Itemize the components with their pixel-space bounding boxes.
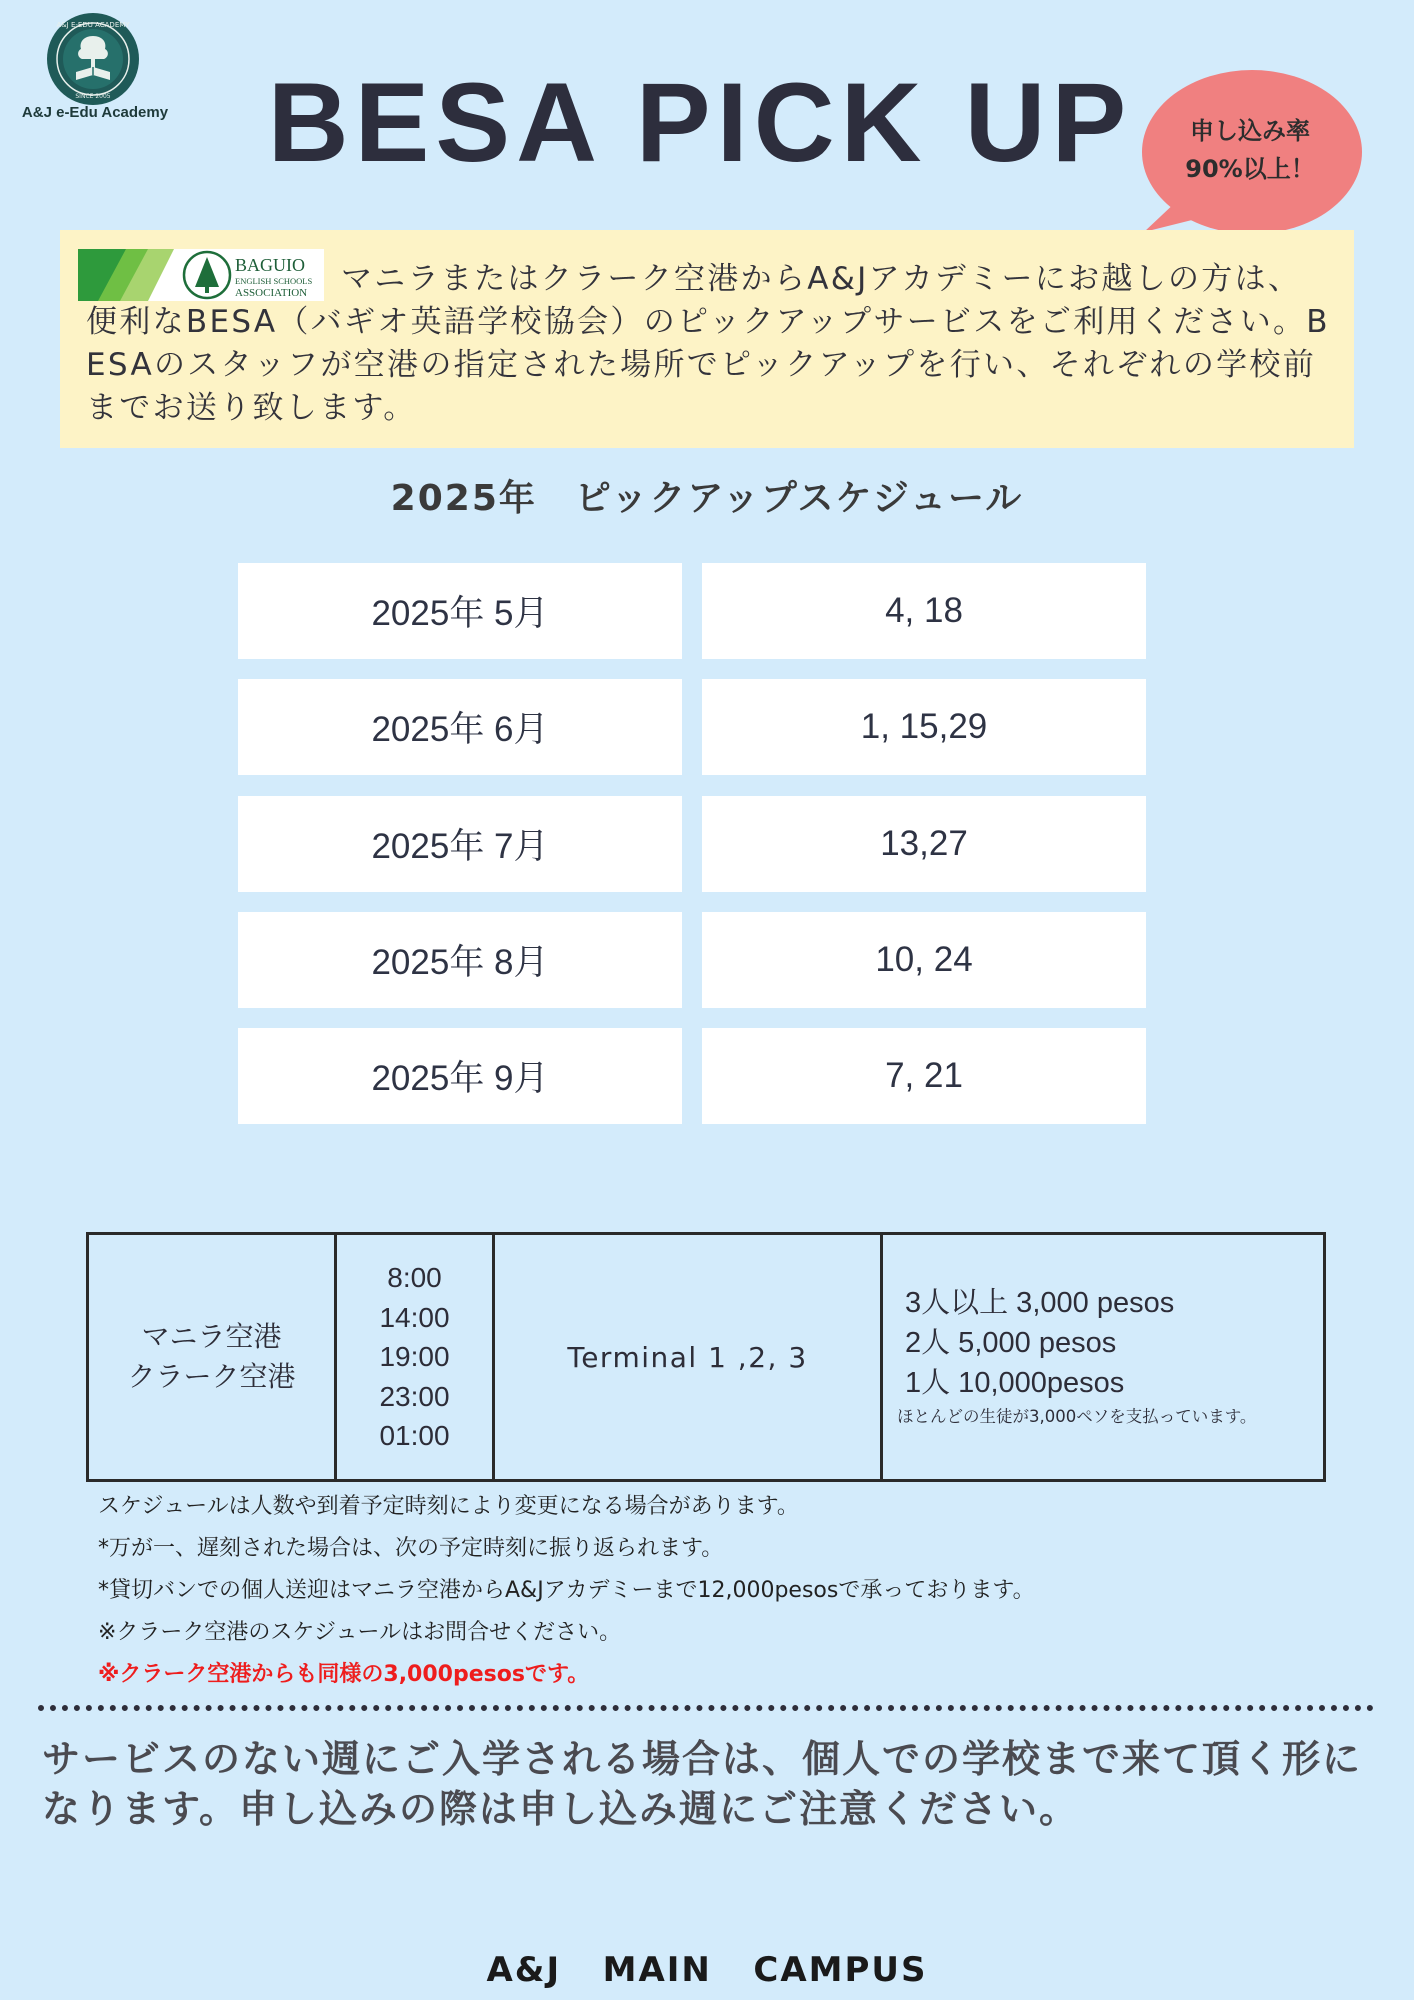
pickup-time: 23:00 <box>379 1380 450 1412</box>
note-item: *万が一、遅刻された場合は、次の予定時刻に振り返られます。 <box>98 1536 724 1561</box>
footer-campus: A&J MAIN CAMPUS <box>486 1950 928 1990</box>
intro-paragraph: マニラまたはクラーク空港からA&Jアカデミーにお越しの方は、便利なBESA（バギオ英語学校協会）のピックアップサービスをご利用ください。BESAのスタッフが空港の指定された場所でピックアップを行い、それぞれの学校前までお送り致します。 <box>86 261 1330 426</box>
schedule-month-cell: 2025年 5月 <box>238 563 682 659</box>
pickup-time: 14:00 <box>379 1301 450 1333</box>
price-line: 2人 5,000 pesos <box>905 1327 1117 1359</box>
airports-cell <box>88 1234 336 1481</box>
bubble-line-1: 申し込み率 <box>1190 117 1310 145</box>
besa-logo-line-3: ASSOCIATION <box>235 287 308 299</box>
pickup-times-cell <box>336 1234 494 1481</box>
pickup-time: 01:00 <box>379 1420 450 1452</box>
academy-logo-caption: A&J e-Edu Academy <box>21 104 169 121</box>
schedule-month-cell: 2025年 7月 <box>238 796 682 892</box>
logo-since-text: SINCE 2005 <box>75 93 111 100</box>
note-item: ※クラーク空港のスケジュールはお問合せください。 <box>98 1620 622 1645</box>
notes-list <box>98 1486 1358 1696</box>
terminal-cell: Terminal 1 ,2, 3 <box>494 1234 882 1481</box>
page-title: BESA PICK UP <box>267 60 1133 185</box>
schedule-dates-cell: 13,27 <box>702 796 1146 892</box>
besa-logo-line-2: ENGLISH SCHOOLS <box>235 276 313 286</box>
bubble-line-2: 90%以上！ <box>1185 155 1315 183</box>
note-item: *貸切バンでの個人送迎はマニラ空港からA&Jアカデミーまで12,000pesosで承っております。 <box>98 1578 1035 1603</box>
besa-logo-line-1: BAGUIO <box>235 255 305 275</box>
price-line: 3人以上 3,000 pesos <box>905 1287 1175 1319</box>
logo-ring-text: A&J E-EDU ACADEMY <box>56 21 130 29</box>
schedule-month-cell: 2025年 8月 <box>238 912 682 1008</box>
dotted-divider <box>38 1705 1374 1711</box>
schedule-dates-cell: 1, 15,29 <box>702 679 1146 775</box>
price-cell <box>882 1234 1325 1481</box>
academy-logo-emblem <box>46 12 140 106</box>
schedule-month-cell: 2025年 9月 <box>238 1028 682 1124</box>
pickup-info-table <box>86 1232 1326 1482</box>
application-rate-text <box>1138 112 1362 188</box>
note-item-emphasis: ※クラーク空港からも同様の3,000pesosです。 <box>98 1662 590 1687</box>
price-note: ほとんどの生徒が3,000ペソを支払っています。 <box>897 1407 1257 1426</box>
airport-clark: クラーク空港 <box>127 1360 296 1393</box>
price-line: 1人 10,000pesos <box>905 1367 1125 1399</box>
schedule-dates-cell: 4, 18 <box>702 563 1146 659</box>
pickup-time: 8:00 <box>387 1262 442 1294</box>
schedule-month-cell: 2025年 6月 <box>238 679 682 775</box>
note-item: スケジュールは人数や到着予定時刻により変更になる場合があります。 <box>98 1494 799 1519</box>
pickup-time: 19:00 <box>379 1341 450 1373</box>
schedule-dates-cell: 7, 21 <box>702 1028 1146 1124</box>
schedule-dates-cell: 10, 24 <box>702 912 1146 1008</box>
bottom-message: サービスのない週にご入学される場合は、個人での学校まで来て頂く形になります。申し込みの際は申し込み週にご注意ください。 <box>42 1737 1363 1831</box>
airport-manila: マニラ空港 <box>141 1320 282 1353</box>
schedule-heading: 2025年 ピックアップスケジュール <box>390 478 1024 519</box>
